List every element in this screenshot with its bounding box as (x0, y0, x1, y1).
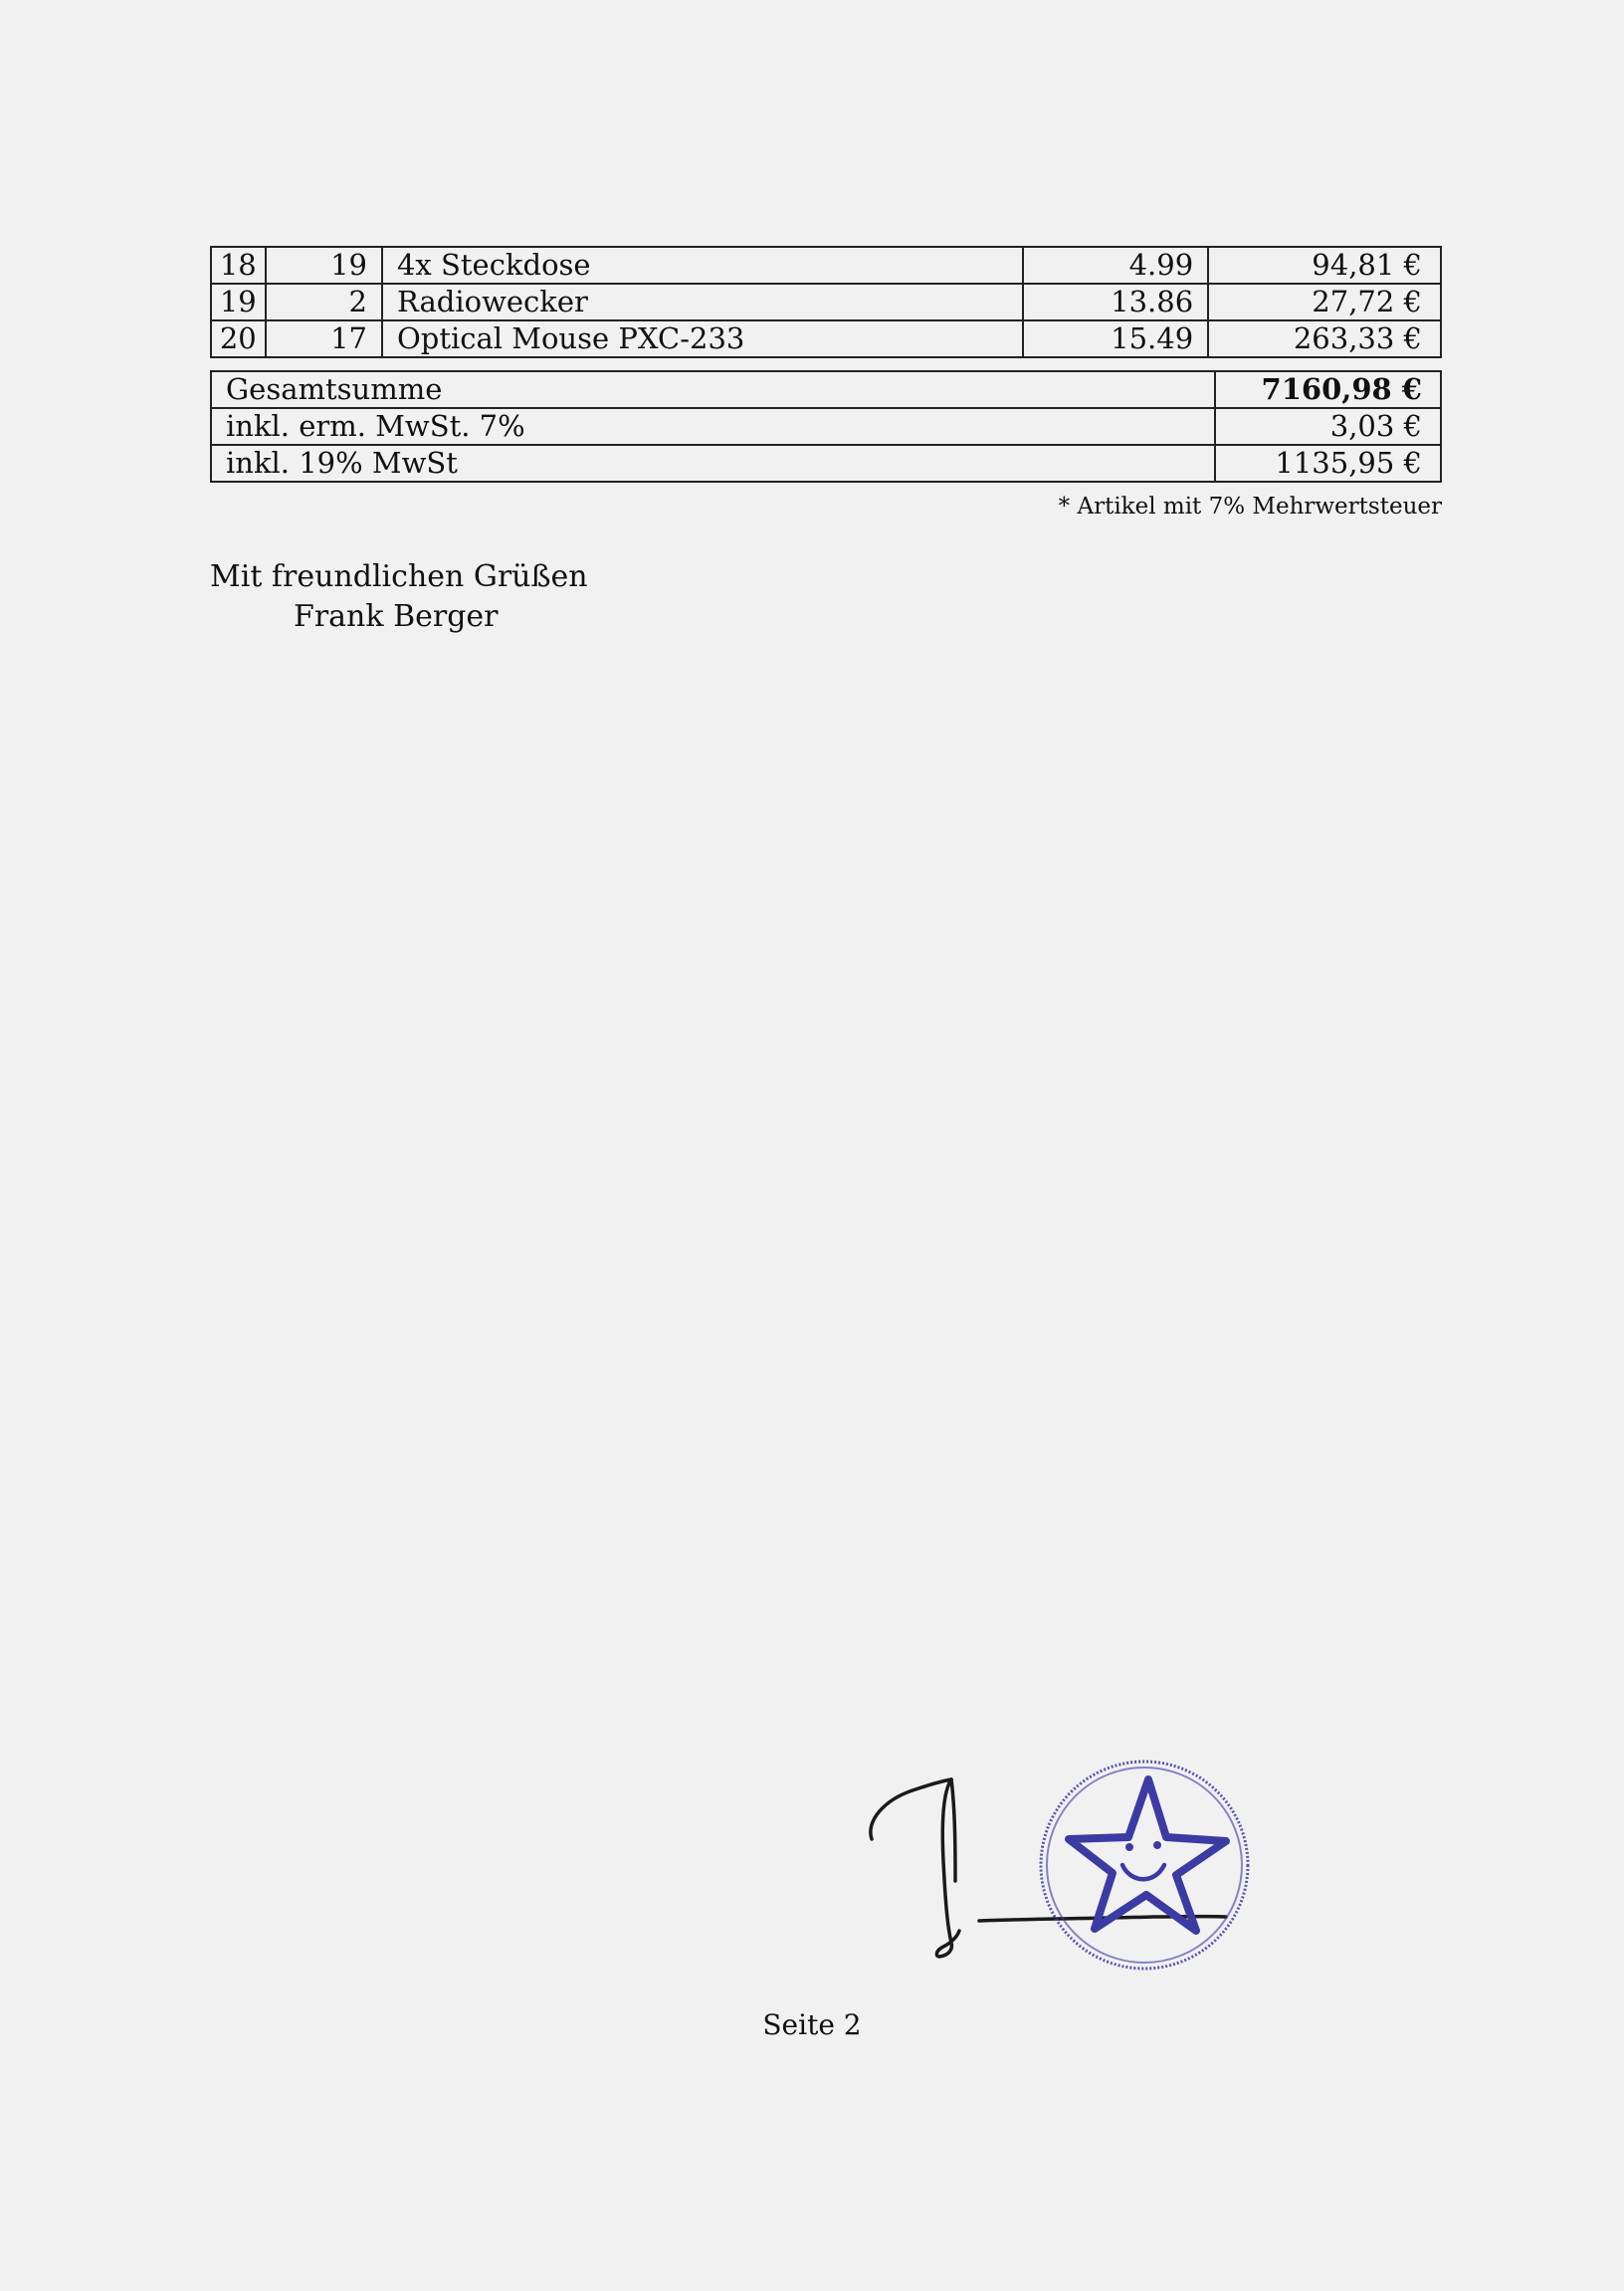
description-cell: Optical Mouse PXC-233 (382, 320, 1023, 357)
line-total-cell: 27,72 € (1208, 284, 1441, 320)
sender-name: Frank Berger (294, 599, 499, 634)
unit-price-cell: 13.86 (1023, 284, 1208, 320)
grand-total-value: 7160,98 € (1215, 371, 1441, 408)
description-cell: 4x Steckdose (382, 247, 1023, 284)
signature-and-stamp (856, 1752, 1274, 1980)
reduced-vat-value: 3,03 € (1215, 408, 1441, 445)
items-table (210, 246, 1442, 358)
position-cell: 18 (211, 247, 266, 284)
quantity-cell: 2 (266, 284, 382, 320)
page-number: Seite 2 (762, 2008, 862, 2041)
smiley-star-stamp-icon (1041, 1762, 1248, 1969)
closing-greeting: Mit freundlichen Grüßen (210, 559, 588, 594)
table-row (211, 247, 1441, 284)
position-cell: 20 (211, 320, 266, 357)
reduced-vat-row (211, 408, 1441, 445)
line-total-cell: 94,81 € (1208, 247, 1441, 284)
vat-footnote: * Artikel mit 7% Mehrwertsteuer (1058, 494, 1442, 520)
quantity-cell: 17 (266, 320, 382, 357)
grand-total-label: Gesamtsumme (211, 371, 1215, 408)
handwritten-signature (871, 1779, 1226, 1957)
table-row (211, 320, 1441, 357)
grand-total-row (211, 371, 1441, 408)
unit-price-cell: 15.49 (1023, 320, 1208, 357)
table-row (211, 284, 1441, 320)
closing-block (210, 557, 588, 637)
unit-price-cell: 4.99 (1023, 247, 1208, 284)
line-total-cell: 263,33 € (1208, 320, 1441, 357)
standard-vat-label: inkl. 19% MwSt (211, 445, 1215, 482)
reduced-vat-label: inkl. erm. MwSt. 7% (211, 408, 1215, 445)
standard-vat-row (211, 445, 1441, 482)
quantity-cell: 19 (266, 247, 382, 284)
position-cell: 19 (211, 284, 266, 320)
totals-table (210, 370, 1442, 483)
description-cell: Radiowecker (382, 284, 1023, 320)
standard-vat-value: 1135,95 € (1215, 445, 1441, 482)
